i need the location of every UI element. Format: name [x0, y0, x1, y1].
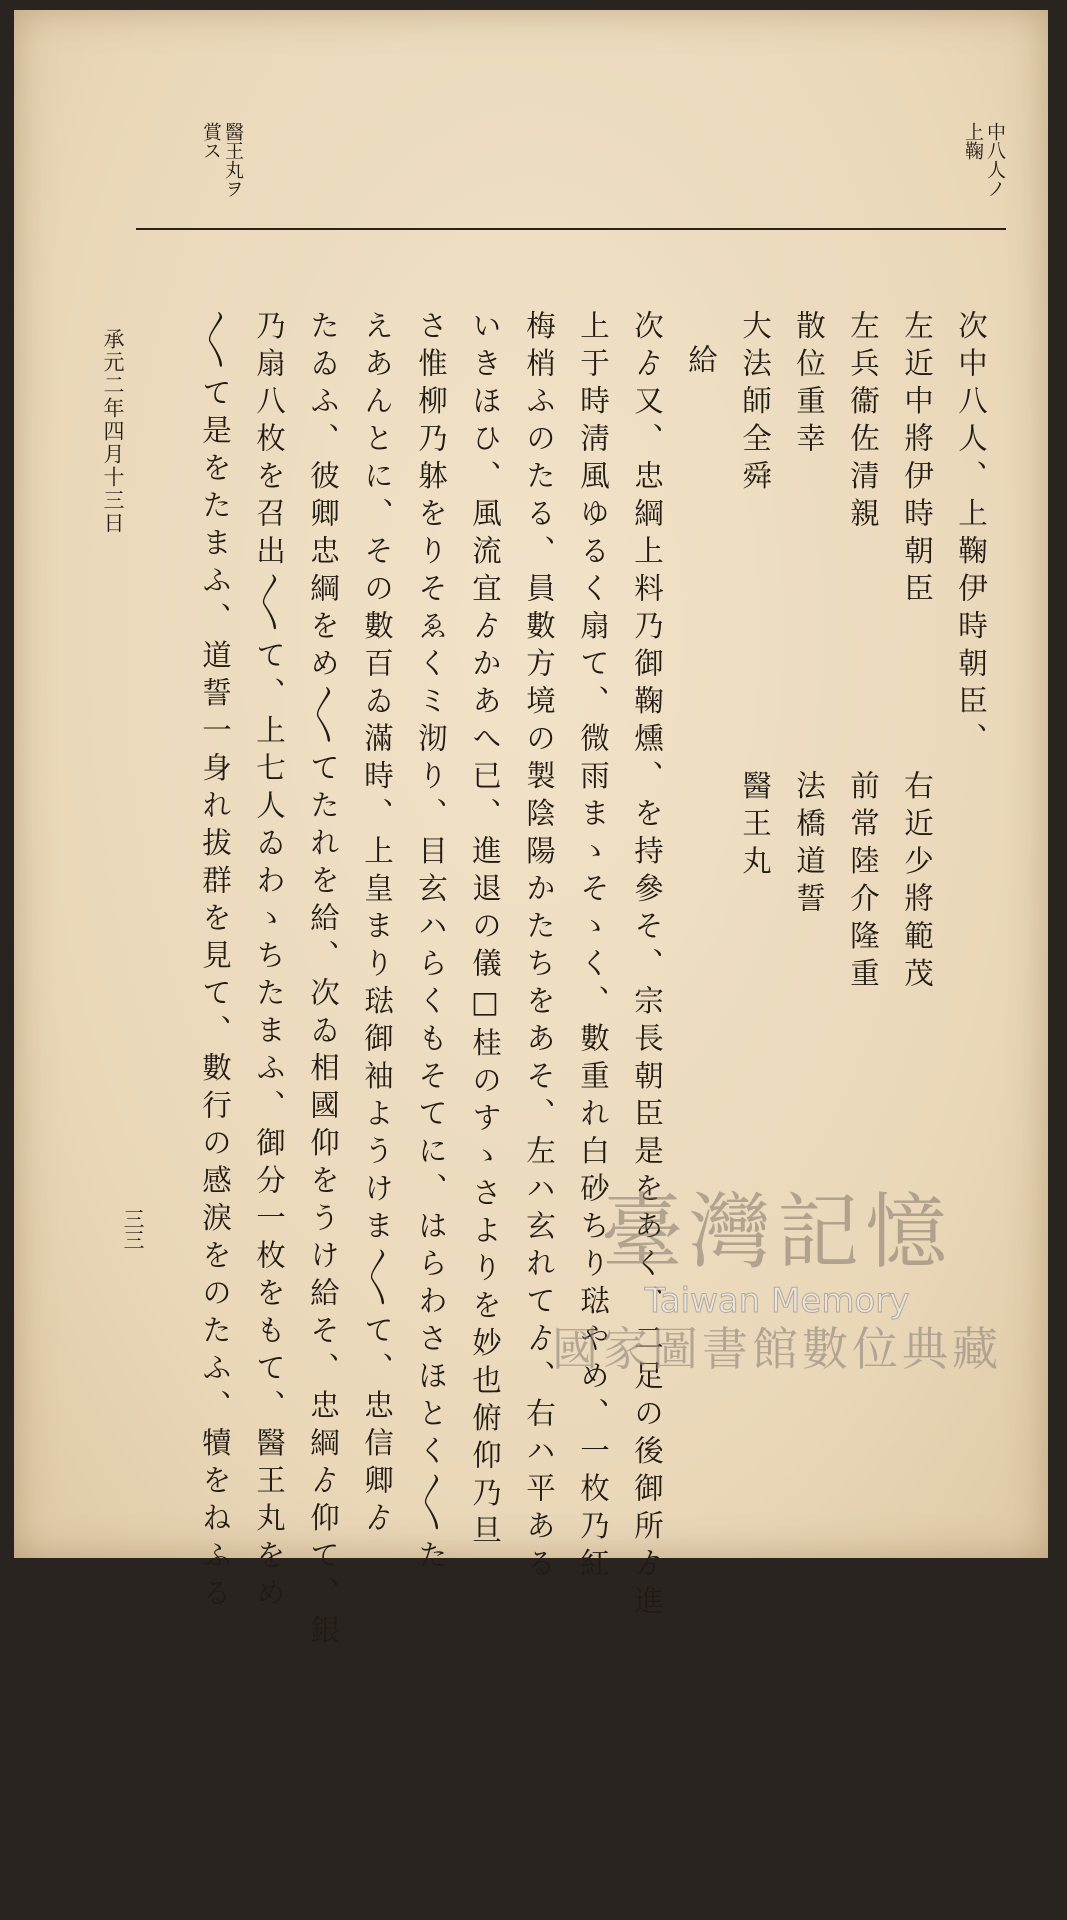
text-column-6: 給 — [684, 344, 718, 382]
page-number: 三三 — [121, 1208, 145, 1250]
text-column-8: 上于時淸風ゆるく扇て、微雨まゝそゝく、數重れ白砂ちり琺やめ、一枚乃紅 — [576, 310, 610, 1585]
name-entry: 左兵衞佐清親 — [846, 310, 880, 535]
date-line: 承元二年四月十三日 — [101, 328, 125, 535]
marginal-note-left-2: 賞ス — [200, 122, 222, 160]
name-entry: 右近少將範茂 — [900, 770, 934, 995]
text-column-9: 梅梢ふのたる、員數方境の製陰陽かたちをあそ、左ハ玄れてゟ、右ハ平ある — [522, 310, 556, 1585]
name-entry: 醫王丸 — [738, 770, 772, 883]
name-entry: 左近中將伊時朝臣 — [900, 310, 934, 610]
text-column-3 — [846, 310, 886, 1310]
watermark-logo: 臺灣記憶 — [600, 1185, 953, 1280]
text-column-7: 次ゟ又、忠綱上料乃御鞠燻、を持參そ、宗長朝臣是をあく、二足の後御所ゟ進 — [630, 310, 664, 1623]
watermark-chinese: 國家圖書館數位典藏 — [552, 1322, 1002, 1376]
marginal-note-left-1: 醫王丸ヲ — [222, 122, 244, 198]
text-column-14: 乃扇八枚を召出〳〵て、上七人ゐわゝちたまふ、御分一枚をもて、醫王丸をめ — [252, 310, 286, 1615]
text-column-2 — [900, 310, 940, 1310]
name-entry: 散位重幸 — [792, 310, 826, 460]
watermark-english: Taiwan Memory — [644, 1281, 910, 1321]
name-entry: 法橋道誓 — [792, 770, 826, 920]
document-page — [14, 10, 1048, 1652]
text-column-11: さ惟柳乃躰をりそゑくミ沏り、目玄ハらくもそてに、はらわさほとく〳〵た — [414, 310, 448, 1577]
text-column-15: 〳〵て是をたまふ、道誓一身れ拔群を見て、數行の感淚をのたふ、犢をねふる — [198, 310, 232, 1615]
marginal-note-right-2: 上鞠 — [962, 122, 984, 160]
watermark — [542, 1185, 1012, 1445]
text-column-10: いきほひ、風流宜ゟかあへ已、進退の儀□桂のすゝさよりを妙也俯仰乃旦 — [468, 310, 502, 1552]
text-column-4 — [792, 310, 832, 1310]
text-column-5 — [738, 310, 778, 1310]
text-column-12: えあんとに、その數百ゐ滿時、上皇まり琺御袖ようけま〳〵て、忠信卿ゟ — [360, 310, 394, 1540]
marginal-note-right-1: 中八人ノ — [984, 122, 1006, 198]
text-column-1: 次中八人、上鞠伊時朝臣、 — [954, 310, 988, 760]
name-entry: 前常陸介隆重 — [846, 770, 880, 995]
name-entry: 大法師全舜 — [738, 310, 772, 498]
text-column-13: たゐふ、彼卿忠綱をめ〳〵てたれを給、次ゐ相國仰をうけ給そ、忠綱ゟ仰て、銀 — [306, 310, 340, 1652]
header-rule — [136, 228, 1006, 230]
